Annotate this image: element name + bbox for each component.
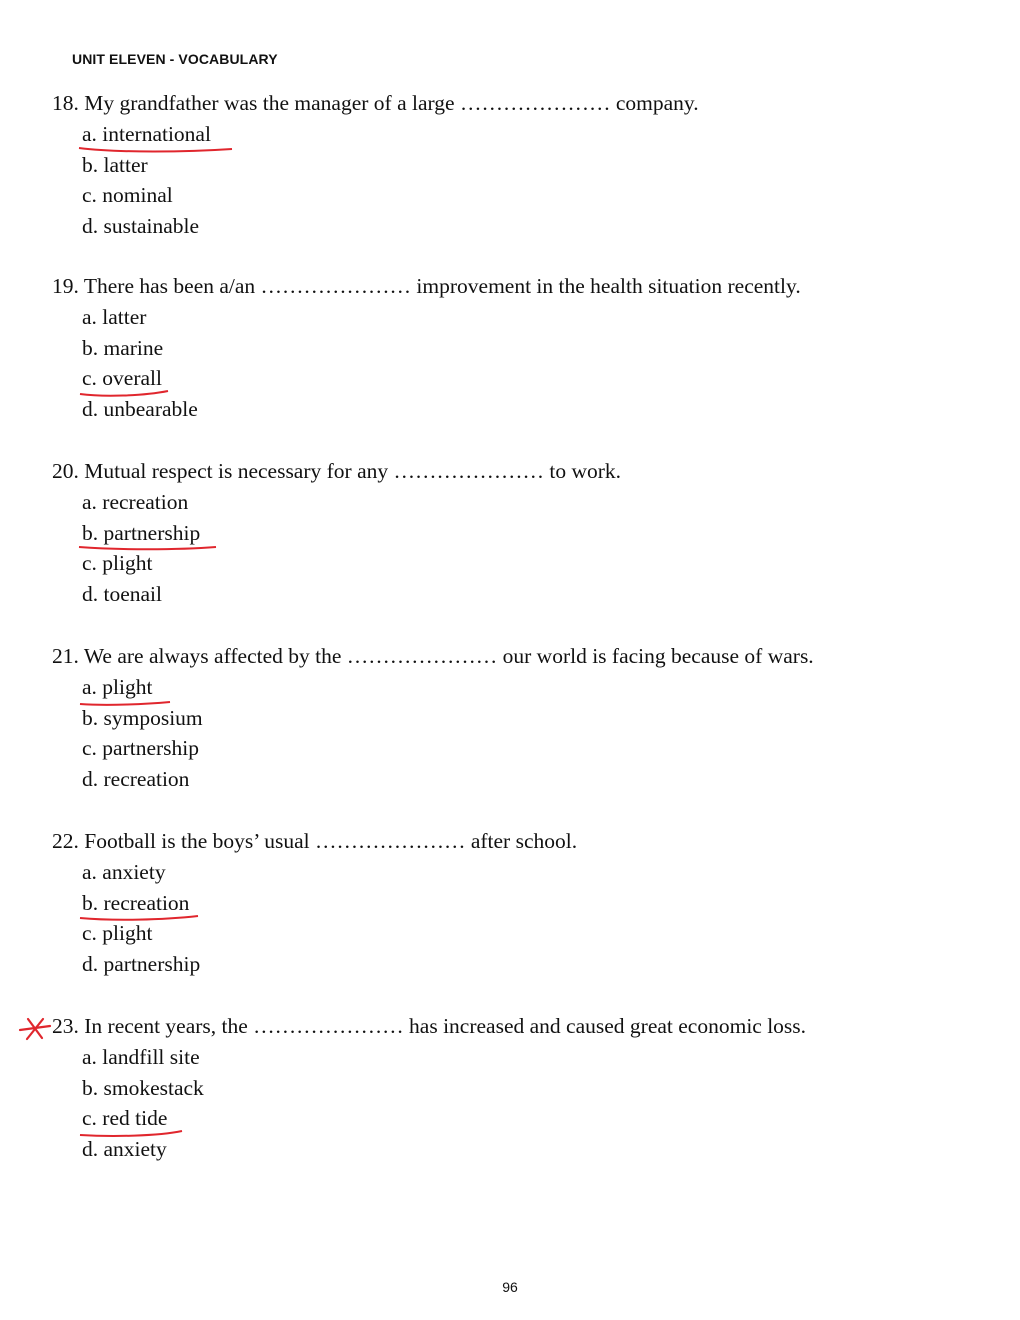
option-text: d. recreation [82, 767, 190, 792]
option-text: a. recreation [82, 489, 189, 514]
option-c [82, 180, 699, 211]
question-20 [52, 456, 621, 610]
option-d [82, 211, 699, 242]
option-text: b. latter [82, 152, 148, 177]
option-text: c. plight [82, 551, 153, 576]
option-text: c. partnership [82, 736, 200, 761]
option-text: a. plight [82, 674, 153, 699]
option-text: c. overall [82, 366, 162, 391]
option-text: c. plight [82, 921, 153, 946]
option-a [82, 857, 577, 888]
page-number: 96 [502, 1279, 518, 1295]
option-text: a. international [82, 121, 211, 146]
option-b [82, 888, 577, 919]
option-d [82, 394, 801, 425]
option-text: d. sustainable [82, 214, 200, 239]
option-text: a. landfill site [82, 1044, 200, 1069]
option-text: d. partnership [82, 952, 201, 977]
question-22 [52, 826, 577, 980]
question-21 [52, 641, 814, 795]
option-text: c. red tide [82, 1106, 168, 1131]
option-a [82, 119, 699, 150]
option-text: b. smokestack [82, 1075, 204, 1100]
option-text: d. toenail [82, 582, 163, 607]
option-b [82, 1073, 806, 1104]
option-text: b. partnership [82, 520, 201, 545]
option-c [82, 548, 621, 579]
option-c [82, 733, 814, 764]
option-text: c. nominal [82, 183, 173, 208]
option-c [82, 363, 801, 394]
option-b [82, 333, 801, 364]
question-stem: 20. Mutual respect is necessary for any ………………… to work. [52, 459, 622, 483]
option-text: b. recreation [82, 890, 190, 915]
option-d [82, 764, 814, 795]
question-stem: 21. We are always affected by the ………………… our world is facing because of wars. [52, 644, 814, 668]
option-text: a. latter [82, 304, 147, 329]
option-a [82, 672, 814, 703]
question-18 [52, 88, 699, 242]
unit-header: UNIT ELEVEN - VOCABULARY [72, 51, 278, 67]
question-stem: 22. Football is the boys’ usual ………………… after school. [52, 829, 578, 853]
question-23 [52, 1011, 806, 1165]
question-stem: 23. In recent years, the ………………… has increased and caused great economic loss. [52, 1014, 807, 1038]
option-text: d. anxiety [82, 1137, 167, 1162]
option-c [82, 918, 577, 949]
option-d [82, 949, 577, 980]
option-d [82, 579, 621, 610]
option-a [82, 1042, 806, 1073]
option-text: b. marine [82, 335, 164, 360]
option-b [82, 518, 621, 549]
option-b [82, 150, 699, 181]
question-19 [52, 271, 801, 425]
option-c [82, 1103, 806, 1134]
star-mark-icon [18, 1016, 52, 1042]
option-d [82, 1134, 806, 1165]
option-a [82, 302, 801, 333]
option-b [82, 703, 814, 734]
question-stem: 19. There has been a/an ………………… improvement in the health situation recently. [52, 274, 801, 298]
question-stem: 18. My grandfather was the manager of a large ………………… company. [52, 91, 699, 115]
option-text: d. unbearable [82, 397, 198, 422]
option-text: a. anxiety [82, 859, 166, 884]
option-text: b. symposium [82, 705, 203, 730]
option-a [82, 487, 621, 518]
